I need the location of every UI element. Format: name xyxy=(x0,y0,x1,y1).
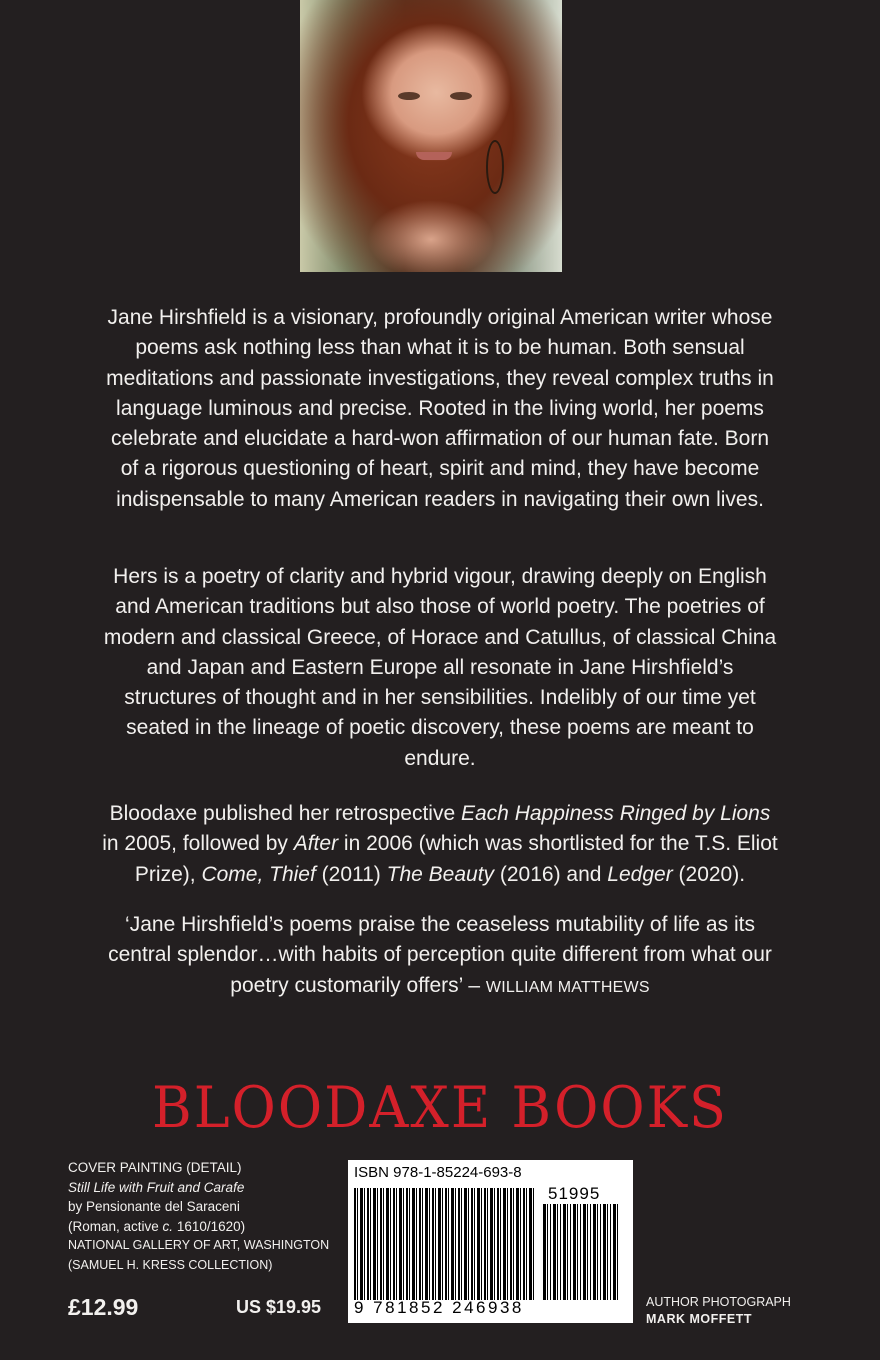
photo-credit-label: AUTHOR PHOTOGRAPH xyxy=(646,1295,791,1309)
bio-paragraph-3 xyxy=(100,799,780,890)
p3-text: (2020). xyxy=(672,862,746,886)
p3-text: (2011) xyxy=(315,862,387,886)
credit-line: by Pensionante del Saraceni xyxy=(68,1199,240,1214)
photo-eye-right xyxy=(450,92,472,100)
review-quote xyxy=(100,910,780,1003)
p3-text: in 2006 (which was shortlisted for the T.S. Eliot Prize), xyxy=(134,832,778,886)
barcode-panel xyxy=(348,1160,633,1323)
price-usd: US $19.95 xyxy=(236,1297,322,1317)
p3-text: in 2005, followed by xyxy=(102,832,294,856)
p3-book-title: Come, Thief xyxy=(201,862,316,886)
credit-line: (SAMUEL H. KRESS COLLECTION) xyxy=(68,1257,273,1272)
p3-book-title: The Beauty xyxy=(386,862,495,886)
photo-earring xyxy=(486,140,504,194)
p3-book-title: After xyxy=(293,832,339,856)
painting-title: Still Life with Fruit and Carafe xyxy=(68,1179,245,1195)
author-photo xyxy=(300,0,562,272)
quote-author: WILLIAM MATTHEWS xyxy=(485,978,650,996)
quote-text: ‘Jane Hirshfield’s poems praise the ceaseless mutability of life as its central splendor…with habits of perception quite different from what our poetry customarily offers’ – xyxy=(108,913,772,997)
photographer-name: MARK MOFFETT xyxy=(646,1312,752,1326)
credit-line: (Roman, active c. 1610/1620) xyxy=(68,1218,246,1234)
barcode-bars xyxy=(354,1188,534,1300)
publisher-logo: BLOODAXE BOOKS xyxy=(152,1074,728,1141)
credit-line: COVER PAINTING (DETAIL) xyxy=(68,1160,242,1175)
barcode-addon-bars xyxy=(543,1204,618,1300)
p3-text: (2016) and xyxy=(494,862,608,886)
isbn-label: ISBN 978-1-85224-693-8 xyxy=(354,1164,522,1181)
p3-book-title: Ledger xyxy=(607,862,673,886)
photo-eye-left xyxy=(398,92,420,100)
cover-painting-credit xyxy=(68,1158,329,1275)
author-photo-credit xyxy=(646,1294,791,1328)
p3-book-title: Each Happiness Ringed by Lions xyxy=(461,802,771,825)
bio-paragraph-1: Jane Hirshfield is a visionary, profoundly original American writer whose poems ask nothing less than what it is to be human. Both sensual meditations and passionate investigations, they reveal complex truths in language luminous and precise. Rooted in the living world, her poems celebrate and elucidate a hard-won affirmation of our human fate. Born of a rigorous questioning of heart, spirit and mind, they have become indispensable to many American readers in navigating their own lives. xyxy=(106,306,774,511)
barcode-price-code: 51995 xyxy=(548,1184,601,1203)
photo-mouth xyxy=(416,152,452,160)
bio-paragraph-2: Hers is a poetry of clarity and hybrid vigour, drawing deeply on English and American traditions but also those of world poetry. The poetries of modern and classical Greece, of Horace and Catullus, of classical China and Japan and Eastern Europe all resonate in Jane Hirshfield’s structures of thought and in her sensibilities. Indelibly of our time yet seated in the lineage of poetic discovery, these poems are meant to endure. xyxy=(103,565,777,770)
credit-line: NATIONAL GALLERY OF ART, WASHINGTON xyxy=(68,1238,330,1252)
p3-text: Bloodaxe published her retrospective xyxy=(109,802,461,825)
barcode-digits: 9 781852 246938 xyxy=(354,1298,524,1317)
price-gbp: £12.99 xyxy=(68,1294,139,1320)
